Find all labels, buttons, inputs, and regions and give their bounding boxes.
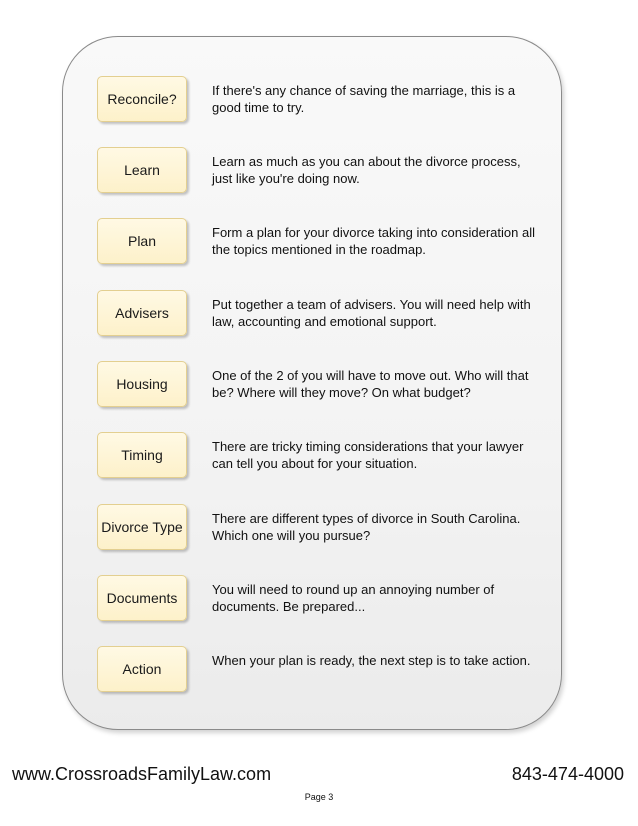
step-description-advisers: Put together a team of advisers. You will need help with law, accounting and emotional support.: [212, 297, 531, 329]
step-description-action: When your plan is ready, the next step is to take action.: [212, 653, 531, 668]
step-row-divorce-type: [97, 504, 547, 554]
step-description-timing: There are tricky timing considerations that your lawyer can tell you about for your situation.: [212, 439, 524, 471]
step-description-divorce-type: There are different types of divorce in South Carolina. Which one will you pursue?: [212, 511, 521, 543]
page-number: Page 3: [304, 792, 334, 802]
roadmap-card: [62, 36, 562, 730]
step-description-documents: You will need to round up an annoying number of documents. Be prepared...: [212, 582, 495, 614]
step-button-plan[interactable]: Plan: [97, 218, 187, 264]
step-row-plan: [97, 218, 547, 268]
step-button-action[interactable]: Action: [97, 646, 187, 692]
step-description-reconcile: If there's any chance of saving the marriage, this is a good time to try.: [212, 83, 516, 115]
footer-phone: 843-474-4000: [511, 764, 624, 784]
step-button-documents[interactable]: Documents: [97, 575, 187, 621]
step-description-housing: One of the 2 of you will have to move out. Who will that be? Where will they move? On what budget?: [212, 368, 529, 400]
step-button-divorce-type[interactable]: Divorce Type: [97, 504, 187, 550]
step-description-learn: Learn as much as you can about the divorce process, just like you're doing now.: [212, 154, 521, 186]
step-row-timing: [97, 432, 547, 482]
step-button-learn[interactable]: Learn: [97, 147, 187, 193]
step-button-housing[interactable]: Housing: [97, 361, 187, 407]
step-button-advisers[interactable]: Advisers: [97, 290, 187, 336]
step-row-action: [97, 646, 547, 696]
step-row-housing: [97, 361, 547, 411]
footer-website: www.CrossroadsFamilyLaw.com: [12, 764, 272, 784]
step-button-timing[interactable]: Timing: [97, 432, 187, 478]
step-button-reconcile[interactable]: Reconcile?: [97, 76, 187, 122]
step-row-reconcile: [97, 76, 547, 126]
step-description-plan: Form a plan for your divorce taking into consideration all the topics mentioned in the roadmap.: [212, 225, 535, 257]
step-row-documents: [97, 575, 547, 625]
step-row-learn: [97, 147, 547, 197]
step-row-advisers: [97, 290, 547, 340]
